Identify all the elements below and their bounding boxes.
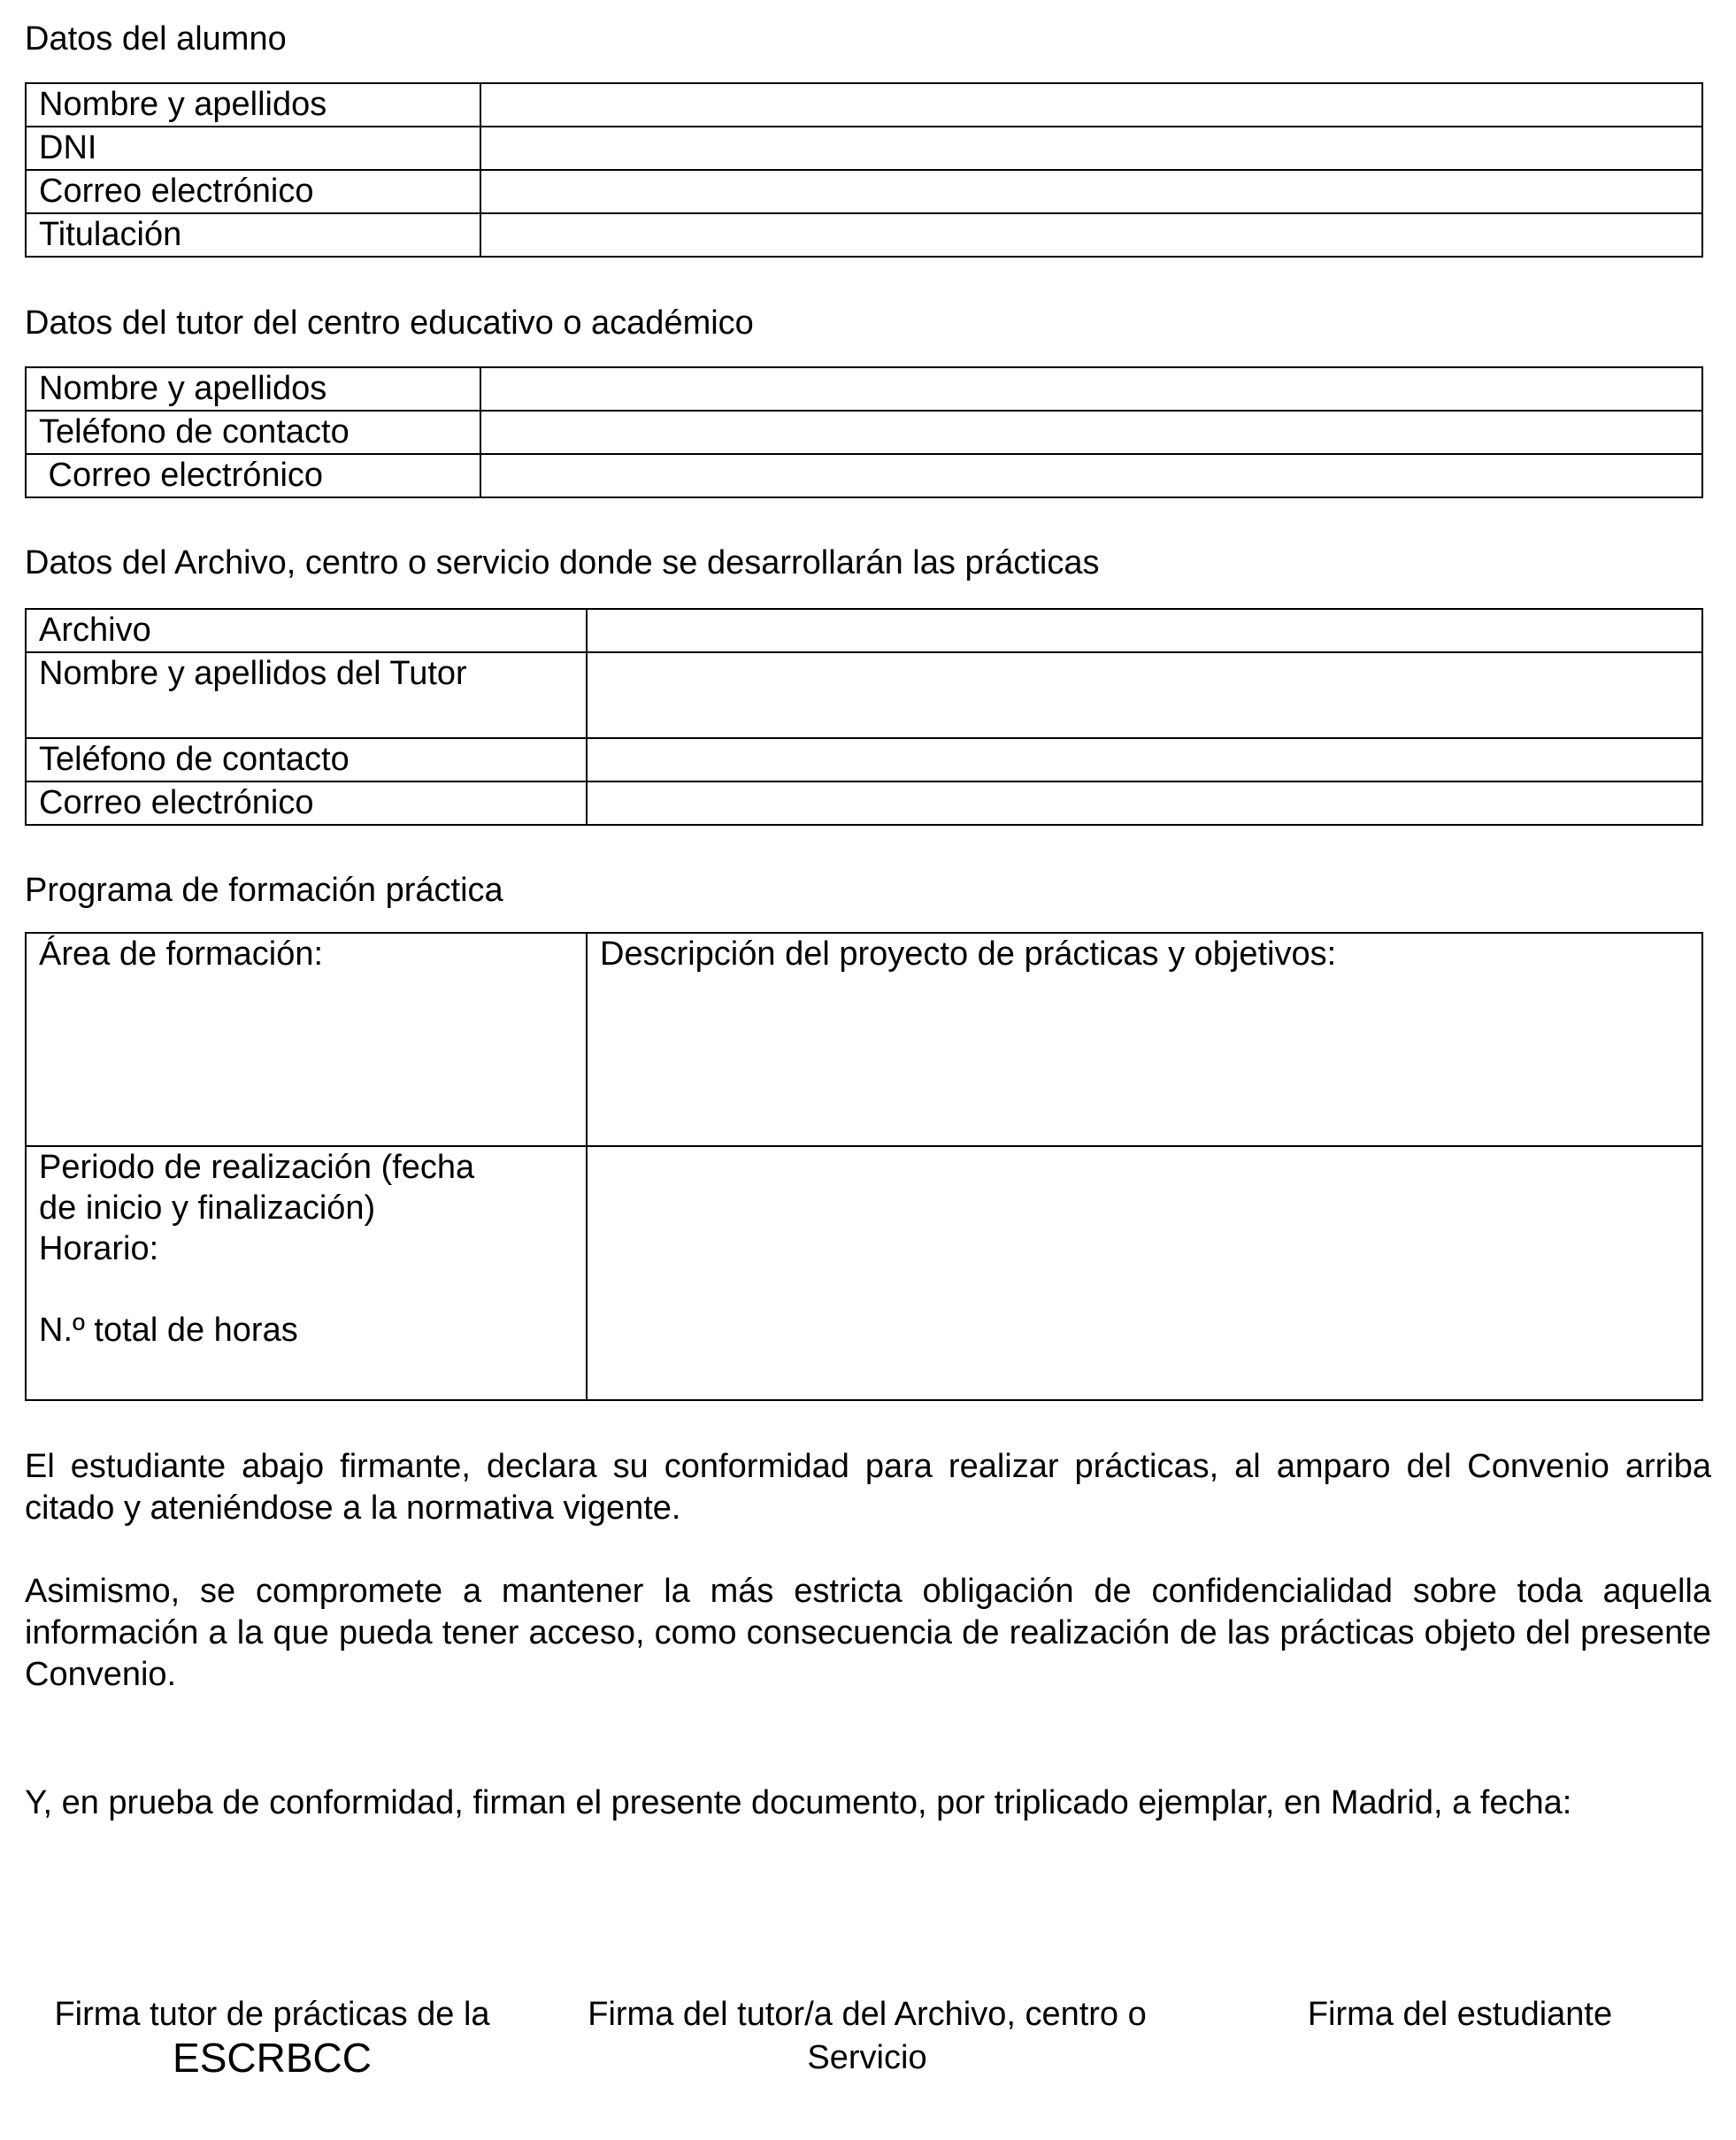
total-hours-label: N.º total de horas: [39, 1312, 298, 1349]
dni-field[interactable]: [480, 127, 1702, 170]
row-label: Teléfono de contacto: [26, 738, 587, 781]
signature-archive-tutor: Firma del tutor/a del Archivo, centro o Servicio: [588, 1996, 1147, 2076]
conformity-paragraph: El estudiante abajo firmante, declara su conformidad para realizar prácticas, al amparo del Convenio arriba citado y ateniéndose a la normativa vigente.: [25, 1448, 1711, 1527]
student-table: [25, 82, 1703, 258]
row-label: Nombre y apellidos del Tutor: [26, 652, 587, 738]
section-heading-student: Datos del alumno: [25, 20, 287, 58]
row-label: Correo electrónico: [26, 781, 587, 825]
row-label: Nombre y apellidos: [26, 83, 480, 127]
row-label: Archivo: [26, 609, 587, 652]
period-field[interactable]: [587, 1146, 1702, 1400]
signature-student: Firma del estudiante: [1307, 1996, 1613, 2033]
archive-email-field[interactable]: [587, 781, 1702, 825]
name-field[interactable]: [480, 83, 1702, 127]
section-heading-tutor: Datos del tutor del centro educativo o académico: [25, 304, 754, 342]
project-description-cell[interactable]: [587, 933, 1702, 1146]
row-label: Correo electrónico: [26, 170, 480, 213]
email-field[interactable]: [480, 170, 1702, 213]
tutor-table: [25, 366, 1703, 498]
program-table: [25, 932, 1703, 1401]
section-heading-program: Programa de formación práctica: [25, 872, 503, 909]
period-cell: [26, 1146, 587, 1400]
period-label: Periodo de realización (fecha de inicio y finalización): [39, 1149, 475, 1227]
row-label: Correo electrónico: [26, 454, 480, 497]
project-description-label: Descripción del proyecto de prácticas y objetivos:: [600, 935, 1337, 973]
school-name: ESCRBCC: [173, 2035, 372, 2081]
archive-table: [25, 608, 1703, 826]
row-label: Nombre y apellidos: [26, 367, 480, 411]
tutor-phone-field[interactable]: [480, 411, 1702, 454]
confidentiality-paragraph: Asimismo, se compromete a mantener la más estricta obligación de confidencialidad sobre toda aquella información a la que pueda tener acceso, como consecuencia de realización de las prácticas objeto del presente Convenio.: [25, 1573, 1711, 1693]
section-heading-archive: Datos del Archivo, centro o servicio donde se desarrollarán las prácticas: [25, 544, 1100, 581]
tutor-email-field[interactable]: [480, 454, 1702, 497]
row-label: Teléfono de contacto: [26, 411, 480, 454]
signature-school-tutor-label: Firma tutor de prácticas de la: [54, 1996, 490, 2033]
row-label: Titulación: [26, 213, 480, 257]
degree-field[interactable]: [480, 213, 1702, 257]
tutor-name-field[interactable]: [480, 367, 1702, 411]
signing-paragraph: Y, en prueba de conformidad, firman el presente documento, por triplicado ejemplar, en Madrid, a fecha:: [25, 1784, 1572, 1821]
training-area-cell[interactable]: [26, 933, 587, 1146]
row-label: DNI: [26, 127, 480, 170]
archive-tutor-name-field[interactable]: [587, 652, 1702, 738]
training-area-label: Área de formación:: [39, 935, 324, 973]
archive-phone-field[interactable]: [587, 738, 1702, 781]
signature-school-tutor: [18, 1993, 526, 2080]
schedule-label: Horario:: [39, 1230, 159, 1267]
archive-field[interactable]: [587, 609, 1702, 652]
